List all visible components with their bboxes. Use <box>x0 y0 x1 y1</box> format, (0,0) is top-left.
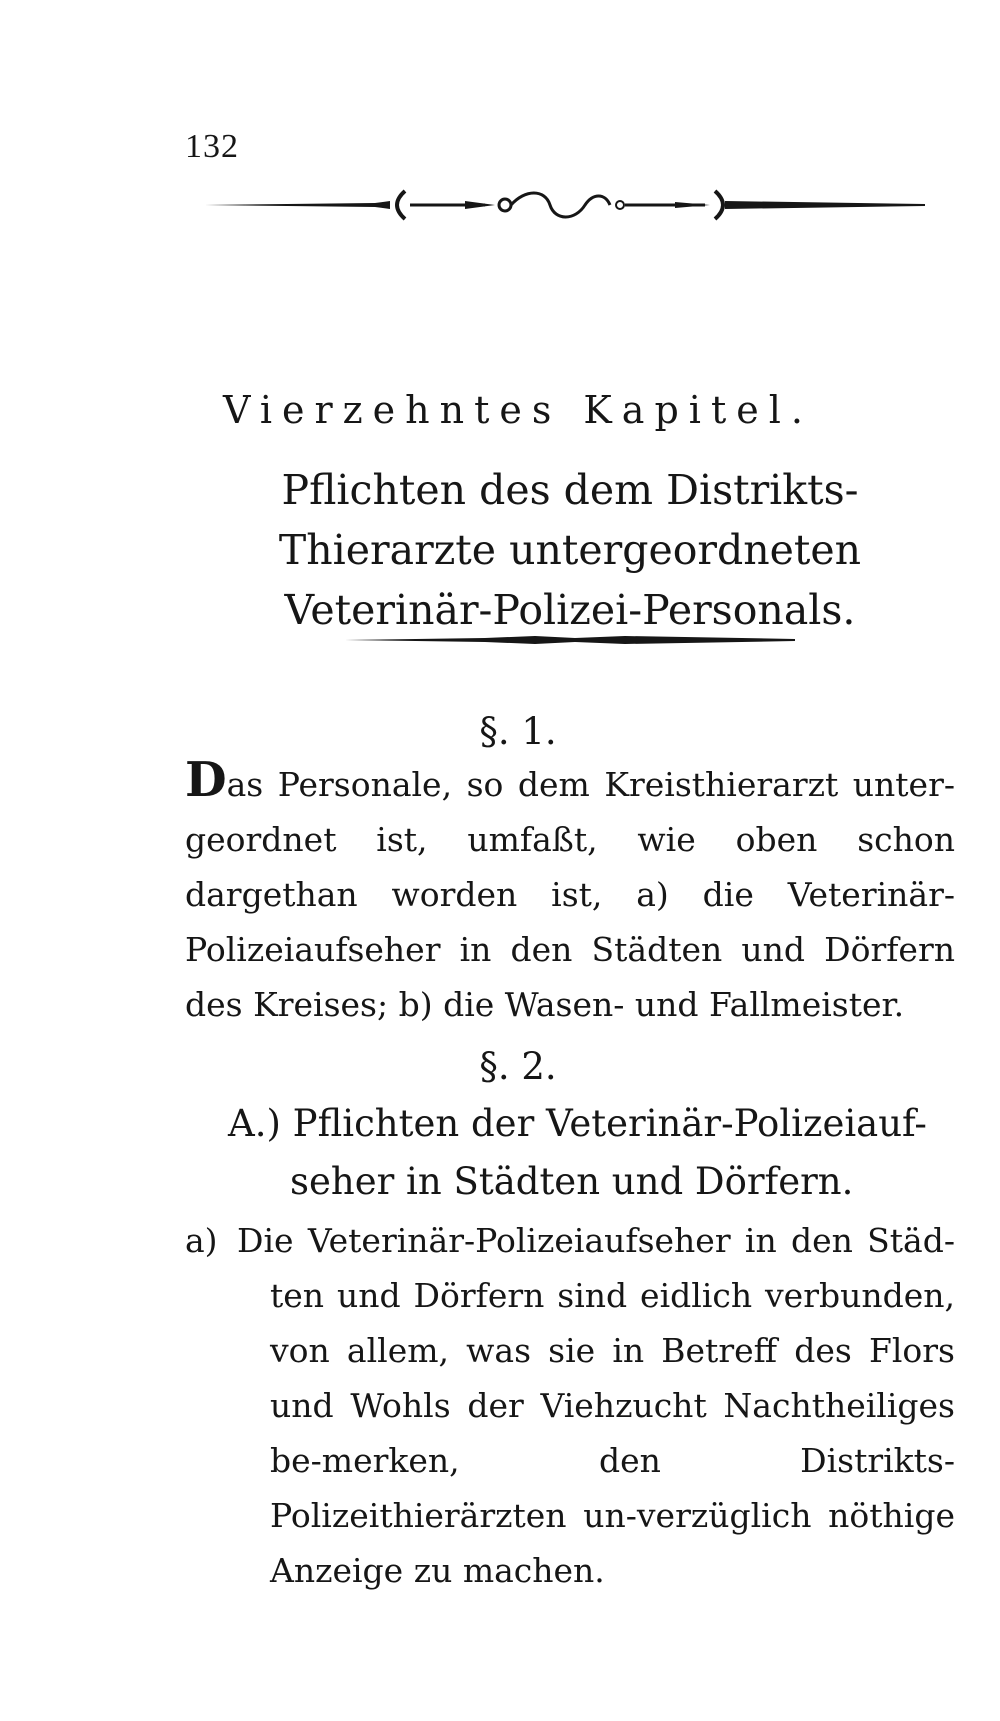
drop-initial: D <box>185 752 227 808</box>
list-item-text: Die Veterinär-Polizeiaufseher in den Städ-ten und Dörfern sind eidlich verbunden, von allem, was sie in Betreff des Flors und Wohls der Viehzucht Nachtheiliges be-merken, den Distrikts-Polizeithierärzten un-verzüglich nöthige Anzeige zu machen. <box>237 1221 955 1590</box>
middle-ornament-rule <box>345 630 795 650</box>
section-2-subheading: A.) Pflichten der Veterinär-Polizeiauf-seher in Städten und Dörfern. <box>228 1102 927 1203</box>
page-number: 132 <box>185 128 239 165</box>
section-1-heading: §. 1. <box>479 710 557 753</box>
section-1-paragraph <box>185 752 955 1032</box>
chapter-subtitle: Pflichten des dem Distrikts-Thierarzte untergeordneten Veterinär-Polizei-Personals. <box>278 466 862 634</box>
chapter-title: Vierzehntes Kapitel. <box>223 388 813 432</box>
section-2-heading: §. 2. <box>479 1045 557 1088</box>
list-item-marker: a) <box>185 1221 218 1260</box>
top-ornament-rule <box>205 185 925 225</box>
list-item <box>185 1213 955 1598</box>
section-1-text: as Personale, so dem Kreisthierarzt unter-geordnet ist, umfaßt, wie oben schon dargethan worden ist, a) die Veterinär-Polizeiaufseher in den Städten und Dörfern des Kreises; b) die Wasen- und Fallmeister. <box>185 765 955 1024</box>
